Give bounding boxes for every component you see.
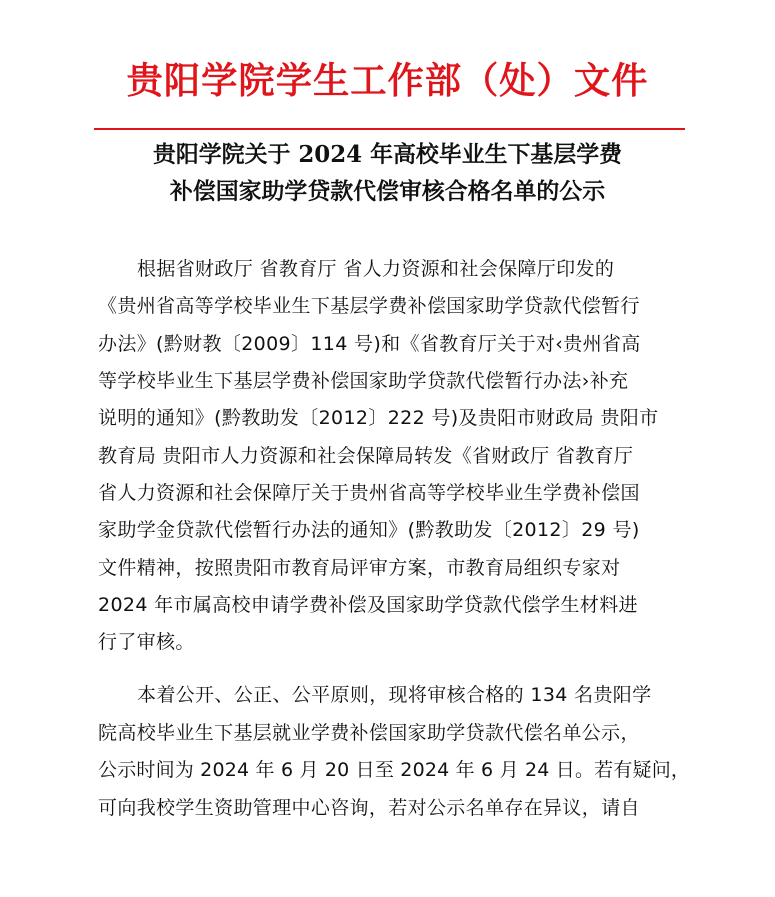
paragraph-line: 等学校毕业生下基层学费补偿国家助学贷款代偿暂行办法›补充 bbox=[98, 370, 629, 392]
paragraph-line: 省人力资源和社会保障厅关于贵州省高等学校毕业生学费补偿国 bbox=[98, 482, 640, 504]
paragraph-line: 文件精神，按照贵阳市教育局评审方案，市教育局组织专家对 bbox=[98, 557, 621, 579]
document-header-title: 贵阳学院学生工作部（处）文件 bbox=[126, 59, 649, 102]
paragraph-line: 公示时间为 2024 年 6 月 20 日至 2024 年 6 月 24 日。若有疑问， bbox=[98, 759, 691, 781]
header-red-rule bbox=[94, 128, 685, 130]
document-title-line-2: 补偿国家助学贷款代偿审核合格名单的公示 bbox=[169, 178, 606, 205]
paragraph-line: 本着公开、公正、公平原则，现将审核合格的 134 名贵阳学 bbox=[137, 684, 652, 706]
paragraph-line: 行了审核。 bbox=[98, 631, 195, 653]
paragraph-line: 可向我校学生资助管理中心咨询，若对公示名单存在异议，请自 bbox=[98, 797, 640, 819]
paragraph-line: 2024 年市属高校申请学费补偿及国家助学贷款代偿学生材料进 bbox=[98, 594, 638, 616]
paragraph-line: 院高校毕业生下基层就业学费补偿国家助学贷款代偿名单公示， bbox=[98, 722, 640, 744]
paragraph-line: 家助学金贷款代偿暂行办法的通知》(黔教助发〔2012〕29 号) bbox=[98, 519, 640, 541]
document-title-line-1: 贵阳学院关于 2024 年高校毕业生下基层学费 bbox=[152, 141, 623, 168]
paragraph-line: 说明的通知》(黔教助发〔2012〕222 号)及贵阳市财政局 贵阳市 bbox=[98, 407, 659, 429]
paragraph-line: 根据省财政厅 省教育厅 省人力资源和社会保障厅印发的 bbox=[137, 258, 615, 280]
paragraph-line: 《贵州省高等学校毕业生下基层学费补偿国家助学贷款代偿暂行 bbox=[98, 295, 640, 317]
paragraph-line: 办法》(黔财教〔2009〕114 号)和《省教育厅关于对‹贵州省高 bbox=[98, 333, 641, 355]
paragraph-line: 教育局 贵阳市人力资源和社会保障局转发《省财政厅 省教育厅 bbox=[98, 445, 634, 467]
